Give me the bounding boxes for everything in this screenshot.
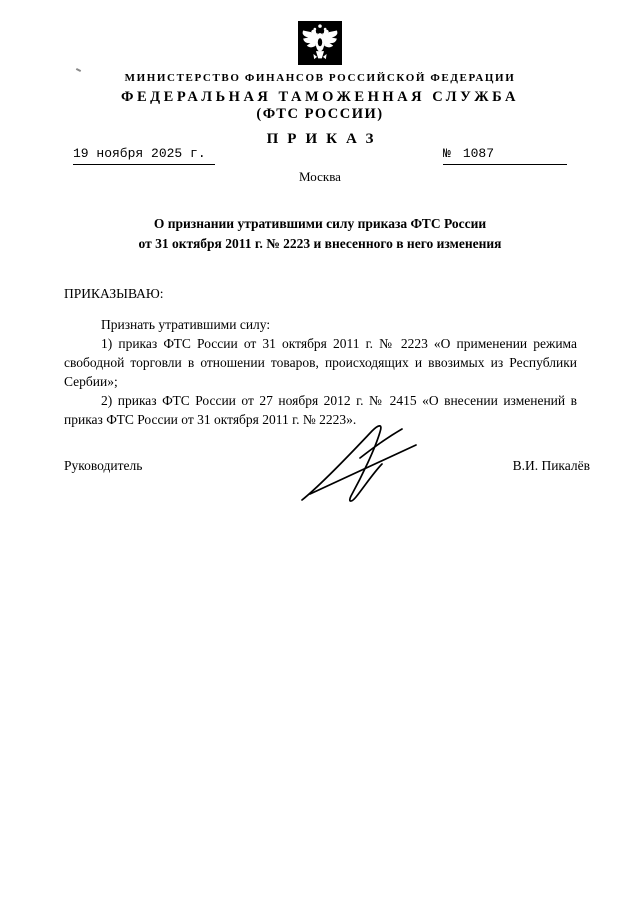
signer-role-label: Руководитель (64, 458, 143, 473)
coat-of-arms-emblem (298, 20, 342, 66)
document-title-line-1: О признании утратившими силу приказа ФТС России (153, 216, 487, 231)
signer-name: В.И. Пикалёв (512, 458, 590, 473)
document-body (64, 315, 577, 429)
ministry-header-line: МИНИСТЕРСТВО ФИНАНСОВ РОССИЙСКОЙ ФЕДЕРАЦИИ (124, 72, 516, 84)
body-paragraph: Признать утратившими силу: (101, 317, 271, 332)
city-line: Москва (299, 169, 341, 184)
document-date: 19 ноября 2025 г. (73, 146, 206, 161)
number-sign-label: № (443, 146, 451, 161)
document-number-field (443, 146, 567, 165)
body-paragraph: 2) приказ ФТС России от 27 ноября 2012 г. № 2415 «О внесении изменений в приказ ФТС России от 31 октября 2011 г. № 2223». (64, 393, 577, 427)
service-header-line: ФЕДЕРАЛЬНАЯ ТАМОЖЕННАЯ СЛУЖБА (121, 89, 519, 105)
document-title (64, 214, 576, 254)
document-date-field (73, 146, 215, 165)
document-number: 1087 (462, 146, 495, 161)
double-headed-eagle-icon (298, 20, 342, 66)
document-title-line-2: от 31 октября 2011 г. № 2223 и внесенного в него изменения (138, 236, 502, 251)
body-paragraph: 1) приказ ФТС России от 31 октября 2011 г. № 2223 «О применении режима свободной торговли в отношении товаров, происходящих и ввозимых из Республики Сербии»; (64, 336, 577, 389)
service-abbreviation-line: (ФТС РОССИИ) (256, 106, 384, 122)
signature-scrawl-icon (298, 422, 423, 507)
handwritten-signature (298, 422, 423, 507)
order-keyword: ПРИКАЗЫВАЮ: (64, 286, 164, 301)
document-type-heading: ПРИКАЗ (266, 131, 383, 147)
